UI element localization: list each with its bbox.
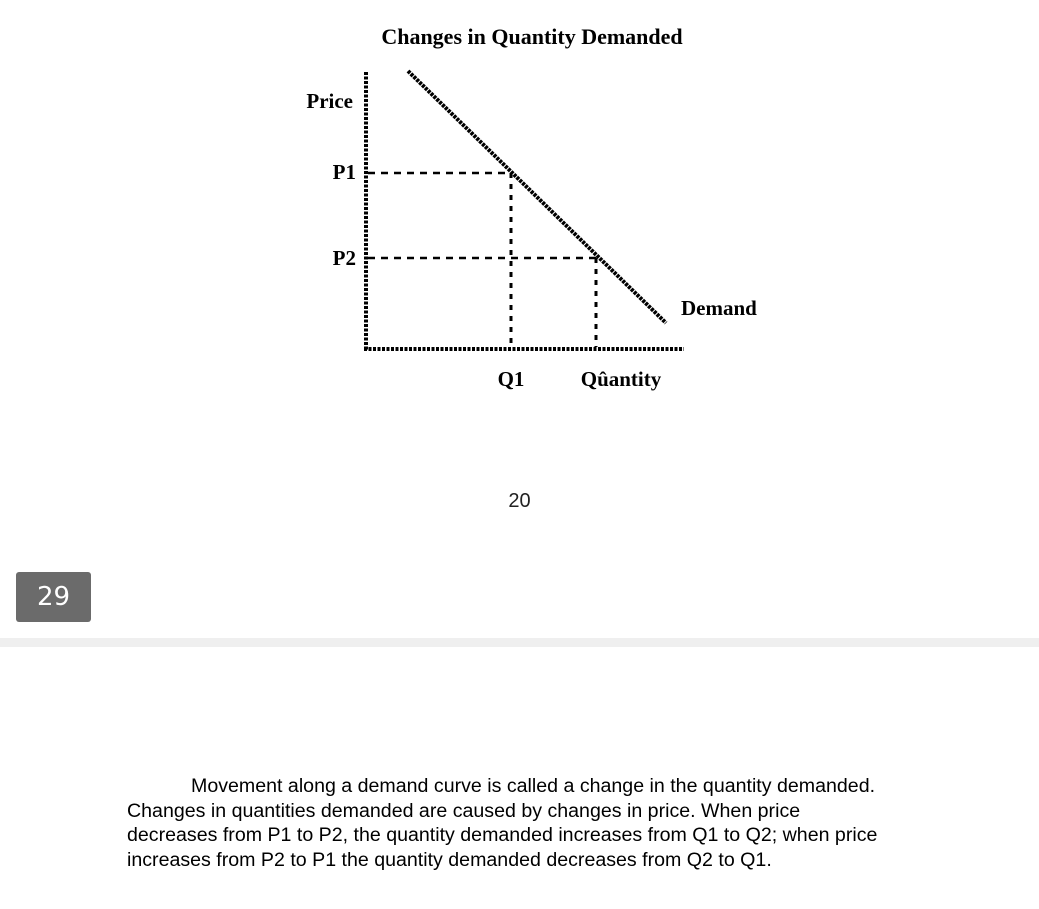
paragraph-line: Changes in quantities demanded are caused by changes in price. When price xyxy=(127,799,801,822)
page-separator xyxy=(0,638,1039,647)
q1-label: Q1 xyxy=(497,367,525,391)
explanation-paragraph xyxy=(127,774,947,872)
demand-curve xyxy=(408,71,666,323)
page-number: 20 xyxy=(508,490,531,512)
demand-diagram xyxy=(0,0,1039,420)
demand-curve-label: Demand xyxy=(681,296,757,320)
paragraph-line: Movement along a demand curve is called a change in the quantity demanded. xyxy=(191,775,876,797)
paragraph-line: decreases from P1 to P2, the quantity demanded increases from Q1 to Q2; when price xyxy=(127,824,878,846)
p1-label: P1 xyxy=(332,160,356,184)
diagram-title: Changes in Quantity Demanded xyxy=(381,24,683,49)
p2-label: P2 xyxy=(332,246,356,270)
quantity-axis-label: Qûantity xyxy=(580,367,662,391)
paragraph-line: increases from P2 to P1 the quantity demanded decreases from Q2 to Q1. xyxy=(127,848,772,871)
slide-number-badge: 29 xyxy=(16,572,91,622)
price-axis-label: Price xyxy=(306,89,353,113)
